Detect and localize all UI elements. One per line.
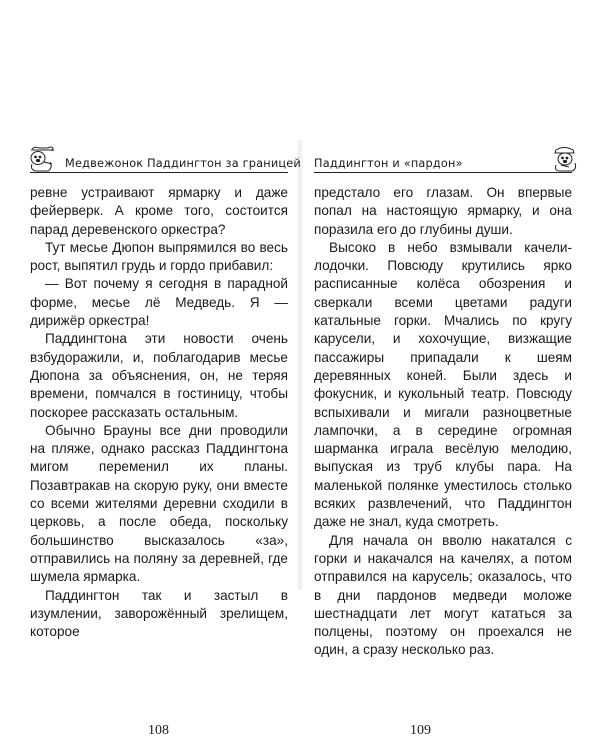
running-header (314, 150, 572, 174)
running-header (30, 150, 301, 174)
paddington-bear-icon (26, 146, 58, 172)
header-rule (314, 172, 572, 173)
page-text (314, 184, 572, 660)
paragraph: ревне устраивают ярмарку и даже фейерверк. А кроме того, состоится парад деревенского оркестра? (30, 185, 288, 237)
paragraph: Высоко в небо взмывали качели-лодочки. Повсюду крутились ярко расписанные колёса обозрения и сверкали всеми цветами радуги катальные горки. Мчались по кругу карусели, и хохочущие, визжащие пассажиры припадали к шеям деревянных коней. Были здесь и фокусник, и кукольный театр. Повсюду вспыхивали и мигали разноцветные лампочки, а в середине огромная шарманка играла весёлую мелодию, выпуская из труб клубы пара. На маленькой полянке уместилось столько всяких развлечений, что Паддингтон даже не знал, куда смотреть. (314, 239, 572, 530)
book-gutter (295, 140, 305, 590)
paragraph: Обычно Брауны все дни проводили на пляже, однако рассказ Паддингтона мигом переменил их планы. Позавтракав на скорую руку, они вместе со всеми жителями деревни сходили в церковь, а после обеда, поскольку большинство высказалось «за», отправились на поляну за деревней, где шумела ярмарка. (30, 422, 288, 585)
page-text (30, 184, 288, 641)
paragraph: предстало его глазам. Он впервые попал на настоящую ярмарку, и она поразила его до глубины души. (314, 185, 572, 237)
left-page (30, 150, 301, 738)
paragraph: — Вот почему я сегодня в парадной форме, месье лё Медведь. Я — дирижёр оркестра! (30, 276, 288, 329)
right-page (314, 150, 572, 738)
paragraph: Паддингтона эти новости очень взбудоражили, и, поблагодарив месье Дюпона за объяснения, он, не теряя времени, помчался в гостиницу, чтобы поскорее рассказать остальным. (30, 331, 288, 420)
running-header-title: Медвежонок Паддингтон за границей (65, 157, 301, 170)
page-number: 108 (148, 723, 169, 738)
page-number: 109 (410, 723, 431, 738)
running-header-title: Паддингтон и «пардон» (314, 157, 463, 170)
header-rule (30, 172, 288, 173)
paddington-bear-icon (548, 146, 580, 172)
paragraph: Паддингтон так и застыл в изумлении, заворожённый зрелищем, которое (30, 587, 288, 640)
paragraph: Тут месье Дюпон выпрямился во весь рост, выпятил грудь и гордо прибавил: (30, 239, 288, 274)
paragraph: Для начала он вволю накатался с горки и накачался на качелях, а потом отправился на карусель; оказалось, что в дни пардонов медведи моложе шестнадцати лет могут кататься за полцены, поэтому он проехался не один, а сразу несколько раз. (314, 532, 572, 658)
